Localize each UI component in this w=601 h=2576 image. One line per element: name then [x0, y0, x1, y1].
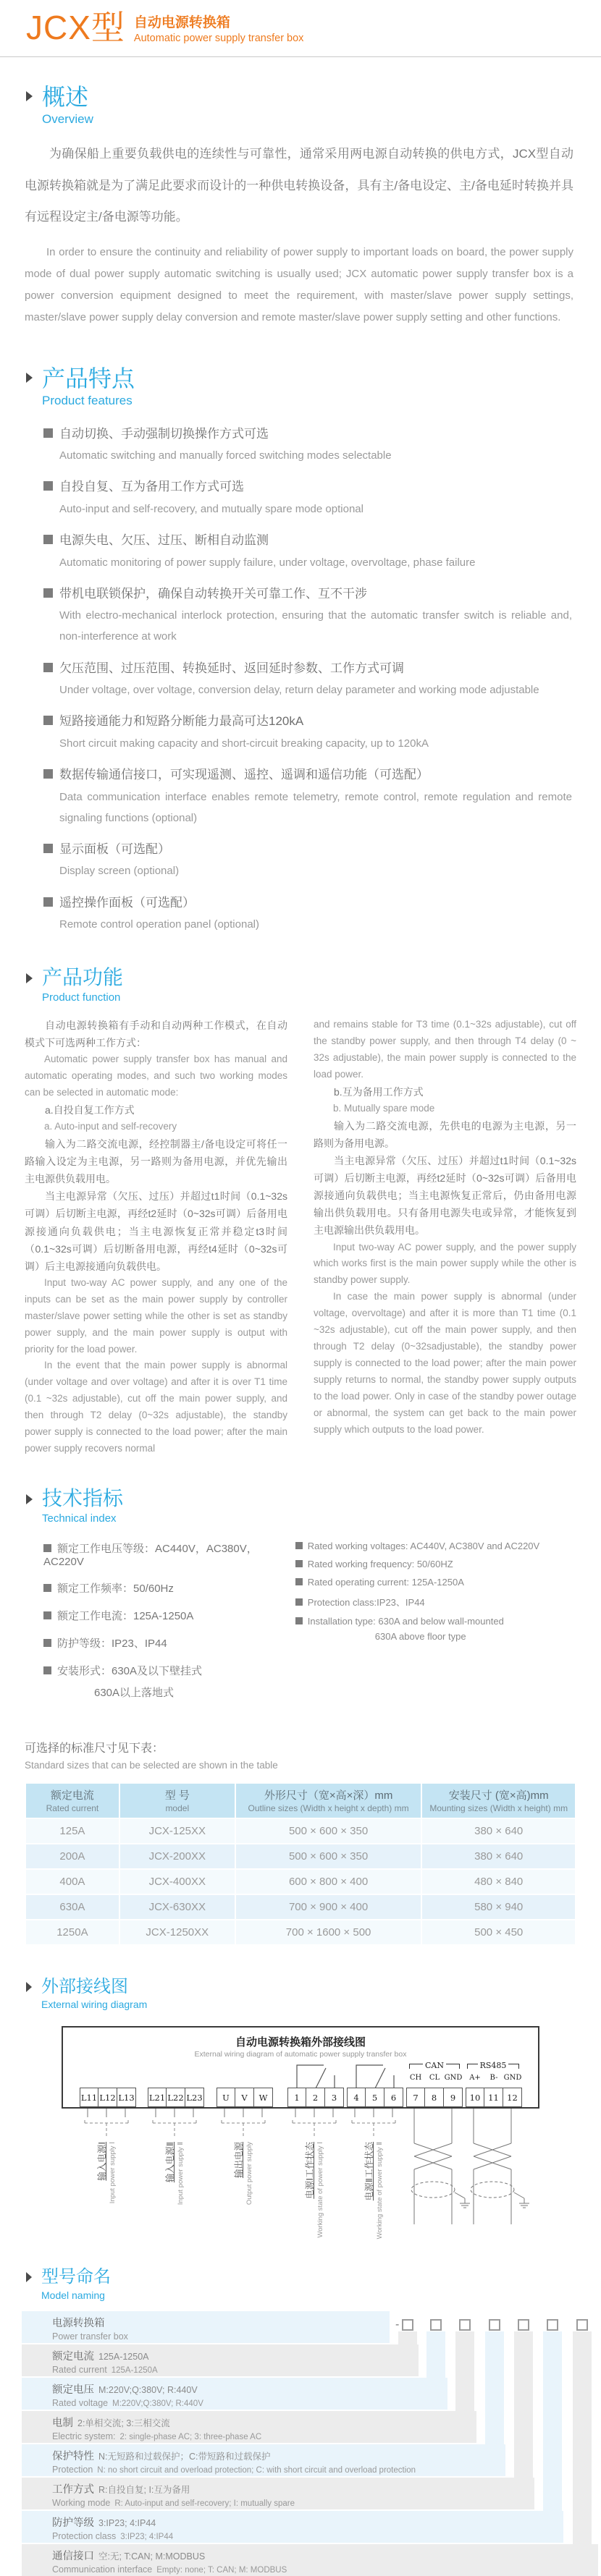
naming-row-rated-current: 额定电流 125A-1250A Rated current 125A-1250A: [22, 2344, 419, 2376]
feature-en: Remote control operation panel (optional): [59, 918, 259, 931]
naming-stripe: [455, 2331, 474, 2411]
naming-row-protection-class: 防护等级 3:IP23; 4:IP44 Protection class 3:IP23; 4:IP44: [22, 2511, 563, 2543]
model-code-box: [430, 2319, 442, 2331]
can-bus-label: CAN: [425, 2061, 444, 2071]
feature-zh: 遥控操作面板（可选配）: [43, 891, 572, 914]
wiring-title-zh: 自动电源转换箱外部接线图: [235, 2035, 366, 2049]
tech-item-zh: 额定工作电压等级：AC440V，AC380V，AC220V: [43, 1542, 258, 1568]
product-title-zh: 自动电源转换箱: [133, 15, 230, 30]
terminal: V: [235, 2088, 254, 2107]
cell-mounting-size: 380 × 640: [422, 1844, 575, 1868]
wiring-heading-titles: [41, 1978, 147, 2010]
can-bracket: [409, 2062, 460, 2069]
table-header-row: [26, 1784, 575, 1818]
model-code-box: [547, 2319, 558, 2331]
rs485-bracket: [467, 2062, 519, 2069]
brand-header: [0, 0, 601, 45]
cell-rated-current: 630A: [26, 1895, 119, 1919]
naming-row-rated-voltage: 额定电压 M:220V;Q:380V; R:440V Rated voltage M:220V;Q:380V; R:440V: [22, 2378, 447, 2410]
paragraph: b.互为备用工作方式: [334, 1085, 424, 1098]
terminal: 3: [325, 2088, 344, 2107]
bullet-square-icon: [43, 481, 53, 491]
paragraph: 当主电源异常（欠压、过压）并超过t1时间（0.1~32s可调）后切断主电源，再经t2延时（0~32s可调）后备用电源接通向负载供电；当主电源恢复正常并稳定t3时间（0.1~32s可调）后切断备用电源，再经t4延时（0~32s可调）后主电源接通向负载供电。: [25, 1190, 287, 1272]
table-note-en: Standard sizes that can be selected are shown in the table: [25, 1759, 278, 1771]
function-left-column: [25, 1017, 287, 1457]
list-item: [43, 582, 572, 648]
overview-heading-titles: [42, 85, 93, 127]
terminal: W: [254, 2088, 273, 2107]
wiring-title-en: External wiring diagram of automatic power supply transfer box: [194, 2050, 407, 2059]
feature-en: With electro-mechanical interlock protection, ensuring that the automatic transfer switch is reliable and, non-interference at work: [59, 609, 572, 643]
paragraph: Input two-way AC power supply, and any one of the inputs can be set as the main power supply by controller master/slave power setting while the other is set as standby power supply, and the main power supply is output with priority for the load power.: [25, 1276, 287, 1355]
paragraph: Automatic power supply transfer box has manual and automatic operating modes, and such two working modes can be selected in automatic mode:: [25, 1054, 287, 1098]
terminal: L12: [98, 2088, 117, 2107]
terminal: L13: [117, 2088, 136, 2107]
feature-en: Data communication interface enables remote telemetry, remote control, remote regulation and remote signaling functions (optional): [59, 790, 572, 824]
function-columns: [0, 1012, 601, 1457]
feature-zh: 欠压范围、过压范围、转换延时、返回延时参数、工作方式可调: [43, 657, 572, 679]
section-product-features: [0, 366, 601, 936]
wiring-diagram-box: [62, 2026, 539, 2109]
cell-model: JCX-1250XX: [120, 1920, 235, 1944]
section-arrow-icon: [26, 373, 33, 383]
bullet-square-icon: [43, 1544, 51, 1552]
tech-item-zh: 安装形式：630A及以下壁挂式: [43, 1663, 295, 1678]
bracket-line: [446, 2064, 460, 2069]
naming-heading-zh: 型号命名: [41, 2267, 111, 2287]
tech-item-en: Protection class:IP23、IP44: [295, 1595, 579, 1609]
paragraph: 当主电源异常（欠压、过压）并超过t1时间（0.1~32s可调）后切断主电源，再经t2延时（0~32s可调）后备用电源接通向负载供电；当主电源恢复正常后，仍由备用电源输出供负载用电。只有备用电源失电或异常，才能恢复到主电源输出供负载用电。: [314, 1155, 576, 1237]
feature-en: Automatic switching and manually forced switching modes selectable: [59, 449, 392, 462]
wiring-heading-zh: 外部接线图: [41, 1976, 128, 1996]
column-header: 型 号 model: [120, 1784, 235, 1818]
wiring-label-input2: 输入电源Ⅱ Input power supply Ⅱ: [165, 2142, 185, 2206]
cell-outline-size: 700 × 900 × 400: [236, 1895, 421, 1919]
terminal-group-can: [406, 2088, 463, 2107]
overview-paragraph-zh: 为确保船上重要负载供电的连续性与可靠性，通常采用两电源自动转换的供电方式，JCX型自动电源转换箱就是为了满足此要求而设计的一种供电转换设备，具有主/备电设定、主/备电延时转换并具有远程设定主/备电源等功能。: [25, 147, 573, 224]
tech-item-zh: 防护等级：IP23、IP44: [43, 1635, 295, 1651]
tech-item-en: Rated working frequency: 50/60HZ: [295, 1559, 579, 1569]
model-code-dash: -: [395, 2318, 400, 2331]
terminal: U: [217, 2088, 235, 2107]
list-item: [43, 763, 572, 829]
feature-en: Under voltage, over voltage, conversion delay, return delay parameter and working mode adjustable: [59, 684, 539, 697]
terminal-group-state1: [287, 2088, 344, 2107]
terminal: 8: [425, 2088, 444, 2107]
paragraph: and remains stable for T3 time (0.1~32s adjustable), cut off the standby power supply, and then through T4 delay (0 ~ 32s adjustable), the main power supply is connected to the load power.: [314, 1019, 576, 1080]
cell-mounting-size: 580 × 940: [422, 1895, 575, 1919]
cell-mounting-size: 380 × 640: [422, 1819, 575, 1843]
overview-paragraph-en: In order to ensure the continuity and reliability of power supply to important loads on board, the power supply mode of dual power supply automatic switching is usually used; JCX automatic power supply transfer box is a power conversion equipment designed to meet the requirement, with master/slave power supply settings, master/slave power supply delay conversion and remote master/slave power supply setting and other functions.: [25, 245, 573, 323]
naming-heading-titles: [41, 2268, 111, 2300]
function-heading-en: Product function: [42, 991, 121, 1004]
standard-sizes-table: [25, 1782, 576, 1946]
paragraph: In case the main power supply is abnormal (under voltage, overvoltage) and after it is more than T1 time (0.1 ~32s adjustable), cut off the main power supply, and then through T2 delay (0~32sadjustable), the standby power supply is connected to the load power; after the main power supply returns to normal, the standby power supply outputs to the load power. Only in case of the standby power outage or abnormal, the system can get back to the main power supply which outputs to the load power.: [314, 1291, 576, 1435]
terminal: L22: [167, 2088, 185, 2107]
naming-heading-en: Model naming: [41, 2289, 105, 2301]
paragraph: 输入为二路交流电源，先供电的电源为主电源，另一路则为备用电源。: [314, 1119, 576, 1150]
cell-mounting-size: 480 × 840: [422, 1870, 575, 1894]
feature-zh: 自动切换、手动强制切换操作方式可选: [43, 423, 572, 445]
terminal-group-input2: [148, 2088, 204, 2107]
cell-outline-size: 700 × 1600 × 500: [236, 1920, 421, 1944]
cell-model: JCX-630XX: [120, 1895, 235, 1919]
table-row: [26, 1920, 575, 1944]
function-heading-titles: [42, 967, 123, 1004]
bullet-square-icon: [43, 428, 53, 438]
wiring-diagram: [62, 2026, 539, 2240]
table-row: [26, 1895, 575, 1919]
bullet-square-icon: [43, 844, 53, 853]
tech-item-en-extra: 630A above floor type: [374, 1630, 466, 1642]
bullet-square-icon: [43, 1584, 51, 1592]
wiring-label-state2: 电源Ⅱ工作状态 Working state of power supply Ⅱ: [364, 2142, 384, 2240]
model-code-box: [576, 2319, 588, 2331]
naming-stripe: [543, 2331, 562, 2511]
section-arrow-icon: [26, 1494, 33, 1504]
feature-en: Short circuit making capacity and short-circuit breaking capacity, up to 120kA: [59, 737, 429, 750]
feature-zh: 电源失电、欠压、过压、断相自动监测: [43, 529, 572, 551]
tech-heading: [0, 1488, 601, 1525]
table-note-zh: 可选择的标准尺寸见下表：: [25, 1742, 164, 1755]
bullet-square-icon: [295, 1578, 303, 1585]
paragraph: 输入为二路交流电源，经控制器主/备电设定可将任一路输入设定为主电源，另一路则为备用电源，并优先输出主电源供负载用电。: [25, 1138, 287, 1185]
naming-row-product: 电源转换箱 Power transfer box: [22, 2311, 390, 2343]
rs485-pin-labels: [466, 2074, 522, 2082]
bullet-square-icon: [43, 588, 53, 598]
paragraph: Input two-way AC power supply, and the power supply which works first is the main power supply while the other is standby power supply.: [314, 1241, 576, 1286]
bullet-square-icon: [43, 1666, 51, 1674]
overview-heading: [0, 85, 601, 127]
terminal: L11: [80, 2088, 98, 2107]
cell-model: JCX-400XX: [120, 1870, 235, 1894]
bullet-square-icon: [43, 769, 53, 779]
tech-item-en: Rated operating current: 125A-1250A: [295, 1577, 579, 1588]
features-heading-zh: 产品特点: [42, 365, 135, 391]
terminal: 12: [503, 2088, 522, 2107]
pin-label: GND: [444, 2074, 463, 2083]
feature-zh: 带机电联锁保护，确保自动转换开关可靠工作、互不干涉: [43, 582, 572, 605]
pin-label: A+: [469, 2074, 481, 2083]
product-title-en: Automatic power supply transfer box: [133, 33, 304, 44]
list-item: [43, 657, 572, 701]
bullet-square-icon: [295, 1617, 303, 1624]
terminal: 4: [347, 2088, 366, 2107]
function-heading: [0, 967, 601, 1004]
overview-heading-zh: 概述: [42, 84, 89, 111]
overview-heading-en: Overview: [42, 112, 93, 127]
naming-row-protection: 保护特性 N:无短路和过载保护；C:带短路和过载保护 Protection N: no short circuit and overload protection; C: with short circuit and overload protection: [22, 2444, 505, 2476]
paragraph: a.自投自复工作方式: [45, 1104, 135, 1117]
list-item: [43, 891, 572, 936]
section-product-function: [0, 967, 601, 1457]
table-note: [0, 1739, 601, 1771]
naming-heading: [0, 2268, 601, 2300]
list-item: [43, 838, 572, 882]
terminal: 5: [366, 2088, 384, 2107]
pin-label: B-: [489, 2074, 498, 2083]
terminal-group-input1: [80, 2088, 136, 2107]
can-pin-labels: [406, 2074, 463, 2082]
product-model: JCX型: [26, 9, 125, 46]
naming-stripe: [398, 2331, 417, 2344]
cell-outline-size: 500 × 600 × 350: [236, 1819, 421, 1843]
cell-rated-current: 125A: [26, 1819, 119, 1843]
pin-label: CH: [409, 2074, 422, 2083]
terminal: L21: [148, 2088, 167, 2107]
paragraph: In the event that the main power supply is abnormal (under voltage and over voltage) and after it is over T1 time (0.1 ~32s adjustable), cut off the main power supply, and then through T2 delay (0~32s adjustable), the standby power supply is connected to the load power; after the main power supply recovers normal: [25, 1360, 287, 1454]
cell-outline-size: 500 × 600 × 350: [236, 1844, 421, 1868]
pin-label: CL: [429, 2074, 440, 2083]
paragraph: a. Auto-input and self-recovery: [44, 1121, 177, 1132]
section-arrow-icon: [26, 91, 33, 101]
cell-outline-size: 600 × 800 × 400: [236, 1870, 421, 1894]
tech-heading-zh: 技术指标: [42, 1487, 124, 1510]
tech-heading-en: Technical index: [42, 1512, 117, 1525]
section-technical-index: [0, 1488, 601, 1710]
bullet-square-icon: [295, 1560, 303, 1567]
feature-zh: 显示面板（可选配）: [43, 838, 572, 860]
paragraph: b. Mutually spare mode: [333, 1103, 435, 1114]
bullet-square-icon: [43, 897, 53, 907]
tech-item-en: Installation type: 630A and below wall-mounted: [295, 1616, 579, 1627]
terminal-group-output: [217, 2088, 273, 2107]
feature-zh: 自投自复、互为备用工作方式可选: [43, 475, 572, 498]
list-item: [43, 423, 572, 467]
terminal: 11: [484, 2088, 503, 2107]
list-item: [43, 475, 572, 520]
table-row: [26, 1844, 575, 1868]
section-arrow-icon: [26, 1982, 32, 1992]
list-item: [43, 710, 572, 754]
section-arrow-icon: [26, 2272, 32, 2282]
bullet-square-icon: [43, 663, 53, 672]
bullet-square-icon: [295, 1598, 303, 1606]
model-code-box: [402, 2319, 413, 2331]
column-header: 安装尺寸 (宽×高)mm Mounting sizes (Width x height) mm: [422, 1784, 575, 1818]
bracket-line: [467, 2064, 478, 2069]
bullet-square-icon: [43, 1611, 51, 1619]
bullet-square-icon: [43, 1639, 51, 1647]
naming-stripe: [426, 2331, 445, 2378]
feature-en: Auto-input and self-recovery, and mutually spare mode optional: [59, 502, 363, 515]
terminal-group-state2: [347, 2088, 403, 2107]
rs485-bus-label: RS485: [479, 2061, 507, 2071]
features-heading-titles: [42, 366, 135, 408]
terminal-group-rs485: [466, 2088, 522, 2107]
tech-item-zh: 额定工作电流：125A-1250A: [43, 1608, 295, 1623]
cell-rated-current: 400A: [26, 1870, 119, 1894]
naming-stripe: [514, 2331, 533, 2478]
feature-zh: 数据传输通信接口，可实现遥测、遥控、遥调和遥信功能（可选配）: [43, 763, 572, 786]
section-arrow-icon: [26, 973, 33, 983]
tech-right-column: [295, 1541, 579, 1710]
naming-row-working-mode: 工作方式 R:自投自复; I:互为备用 Working mode R: Auto-input and self-recovery; I: mutually spare: [22, 2478, 534, 2509]
table-row: [26, 1870, 575, 1894]
wiring-label-output: 输出电源 Output power supply: [234, 2142, 253, 2206]
bracket-line: [508, 2064, 519, 2069]
cell-rated-current: 200A: [26, 1844, 119, 1868]
column-header: 外形尺寸（宽×高×深）mm Outline sizes (Width x height x depth) mm: [236, 1784, 421, 1818]
cell-model: JCX-125XX: [120, 1819, 235, 1843]
model-code-box: [459, 2319, 471, 2331]
wiring-connections: [62, 2109, 539, 2237]
pin-label: GND: [503, 2074, 522, 2083]
naming-row-communication: 通信接口 空:无; T:CAN; M:MODBUS Communication interface Empty: none; T: CAN; M: MODBUS: [22, 2544, 598, 2576]
header-divider: [0, 56, 601, 57]
terminal: 7: [406, 2088, 425, 2107]
terminal: 1: [287, 2088, 306, 2107]
function-heading-zh: 产品功能: [42, 966, 124, 989]
tech-item-zh: 额定工作频率：50/60Hz: [43, 1580, 295, 1596]
section-external-wiring: [0, 1976, 601, 2240]
naming-stripe: [573, 2331, 592, 2544]
features-heading: [0, 366, 601, 408]
bracket-line: [409, 2064, 423, 2069]
function-right-column: [314, 1017, 576, 1457]
feature-en: Display screen (optional): [59, 865, 180, 878]
wiring-label-input1: 输入电源Ⅰ Input power supply Ⅰ: [97, 2142, 117, 2204]
list-item: [43, 529, 572, 573]
section-model-naming: [0, 2268, 601, 2575]
tech-item-en: Rated working voltages: AC440V, AC380V and AC220V: [295, 1541, 579, 1551]
cell-mounting-size: 500 × 450: [422, 1920, 575, 1944]
feature-zh: 短路接通能力和短路分断能力最高可达120kA: [43, 710, 572, 732]
model-code-box: [518, 2319, 529, 2331]
bullet-square-icon: [295, 1542, 303, 1549]
tech-heading-titles: [42, 1488, 123, 1525]
wiring-heading-en: External wiring diagram: [41, 1999, 148, 2011]
naming-row-electric-system: 电制 2:单相交流; 3:三相交流 Electric system: 2: single-phase AC; 3: three-phase AC: [22, 2411, 476, 2443]
table-row: [26, 1819, 575, 1843]
model-code-box: [489, 2319, 500, 2331]
product-titles: [134, 10, 304, 44]
features-heading-en: Product features: [42, 393, 133, 407]
paragraph: 自动电源转换箱有手动和自动两种工作模式，在自动模式下可选两种工作方式：: [25, 1020, 287, 1049]
features-list: [0, 417, 601, 936]
bullet-square-icon: [43, 535, 53, 544]
feature-en: Automatic monitoring of power supply failure, under voltage, overvoltage, phase failure: [59, 556, 476, 569]
wiring-label-state1: 电源Ⅰ工作状态 Working state of power supply Ⅰ: [305, 2142, 324, 2238]
tech-columns: [0, 1533, 601, 1710]
terminal: 6: [384, 2088, 403, 2107]
bullet-square-icon: [43, 716, 53, 725]
section-overview: [0, 85, 601, 328]
wiring-heading: [0, 1978, 601, 2010]
cell-model: JCX-200XX: [120, 1844, 235, 1868]
terminal: 10: [466, 2088, 484, 2107]
terminal: L23: [185, 2088, 204, 2107]
tech-left-column: [43, 1541, 295, 1710]
model-naming-diagram: [22, 2311, 598, 2576]
terminal: 9: [444, 2088, 463, 2107]
terminal: 2: [306, 2088, 325, 2107]
column-header: 额定电流 Rated current: [26, 1784, 119, 1818]
cell-rated-current: 1250A: [26, 1920, 119, 1944]
tech-item-zh-extra: 630A以上落地式: [94, 1686, 175, 1699]
